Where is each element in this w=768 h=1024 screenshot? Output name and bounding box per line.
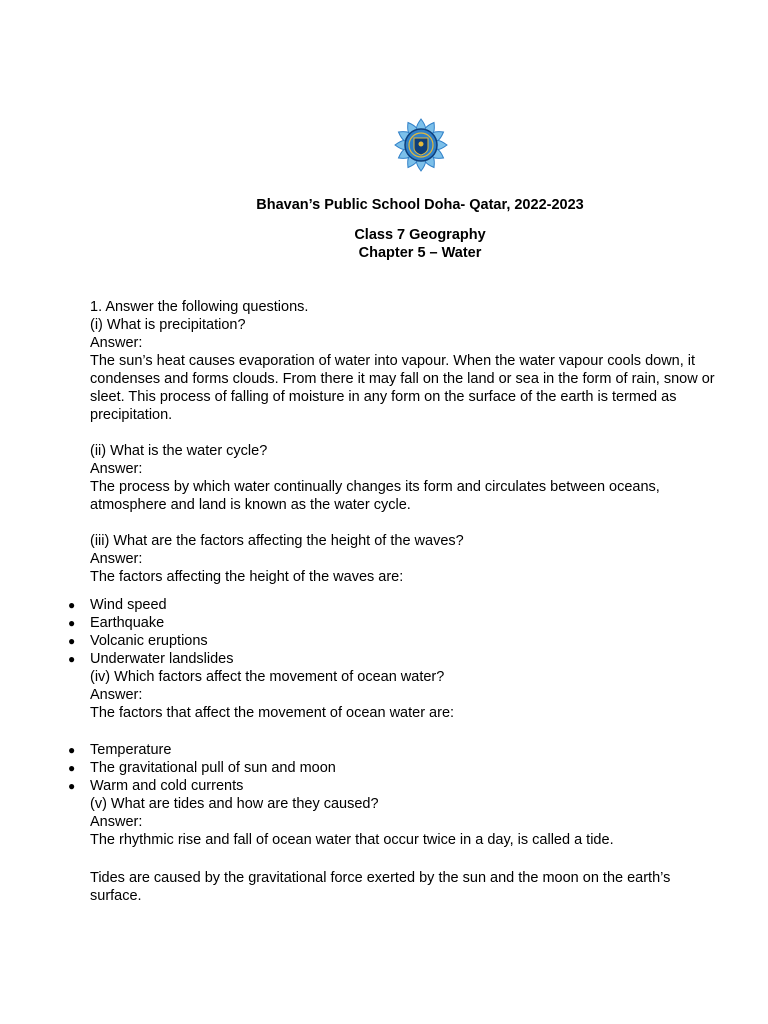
list-item: ● Volcanic eruptions (68, 633, 208, 649)
answer-5-line: Tides are caused by the gravitational force exerted by the sun and the moon on the earth’s (90, 870, 671, 886)
bullet-icon: ● (68, 779, 76, 793)
intro-instruction: 1. Answer the following questions. (90, 299, 309, 315)
ocean-movement-factors-list (68, 741, 750, 795)
question-4: (iv) Which factors affect the movement of ocean water? (90, 669, 445, 685)
answer-label-3: Answer: (90, 551, 143, 567)
answer-2-line: The process by which water continually changes its form and circulates between oceans, (90, 479, 660, 495)
bullet-icon: ● (68, 598, 76, 612)
bullet-icon: ● (68, 743, 76, 757)
answer-5-line: surface. (90, 888, 142, 904)
question-3: (iii) What are the factors affecting the height of the waves? (90, 533, 464, 549)
list-item: ● Earthquake (68, 615, 165, 631)
bullet-icon: ● (68, 616, 76, 630)
answer-label-2: Answer: (90, 461, 143, 477)
document-body (68, 298, 750, 905)
school-title: Bhavan’s Public School Doha- Qatar, 2022-2023 (256, 197, 584, 213)
list-item: ● Wind speed (68, 597, 167, 613)
answer-1-line: The sun’s heat causes evaporation of water into vapour. When the water vapour cools down, it (90, 353, 696, 369)
bullet-icon: ● (68, 761, 76, 775)
answer-3-intro: The factors affecting the height of the waves are: (90, 569, 404, 585)
answer-4-intro: The factors that affect the movement of ocean water are: (90, 705, 455, 721)
answer-label-1: Answer: (90, 335, 143, 351)
answer-2-line: atmosphere and land is known as the water cycle. (90, 497, 411, 513)
answer-label-5: Answer: (90, 814, 143, 830)
answer-5-line: The rhythmic rise and fall of ocean water that occur twice in a day, is called a tide. (90, 832, 614, 848)
bullet-icon: ● (68, 634, 76, 648)
wave-factors-list (68, 596, 750, 668)
list-item: ● The gravitational pull of sun and moon (68, 760, 336, 776)
school-logo (393, 117, 449, 173)
list-item: ● Underwater landslides (68, 651, 234, 667)
answer-1-line: condenses and forms clouds. From there it may fall on the land or sea in the form of rain, snow or (90, 371, 715, 387)
answer-1-line: sleet. This process of falling of moisture in any form on the surface of the earth is termed as (90, 389, 677, 405)
list-item: ● Temperature (68, 742, 172, 758)
answer-1-line: precipitation. (90, 407, 173, 423)
chapter-title: Chapter 5 – Water (358, 245, 482, 261)
list-item: ● Warm and cold currents (68, 778, 244, 794)
question-1: (i) What is precipitation? (90, 317, 246, 333)
school-emblem-icon (393, 117, 449, 173)
answer-label-4: Answer: (90, 687, 143, 703)
class-title: Class 7 Geography (354, 227, 486, 243)
bullet-icon: ● (68, 652, 76, 666)
question-5: (v) What are tides and how are they caused? (90, 796, 379, 812)
question-2: (ii) What is the water cycle? (90, 443, 268, 459)
